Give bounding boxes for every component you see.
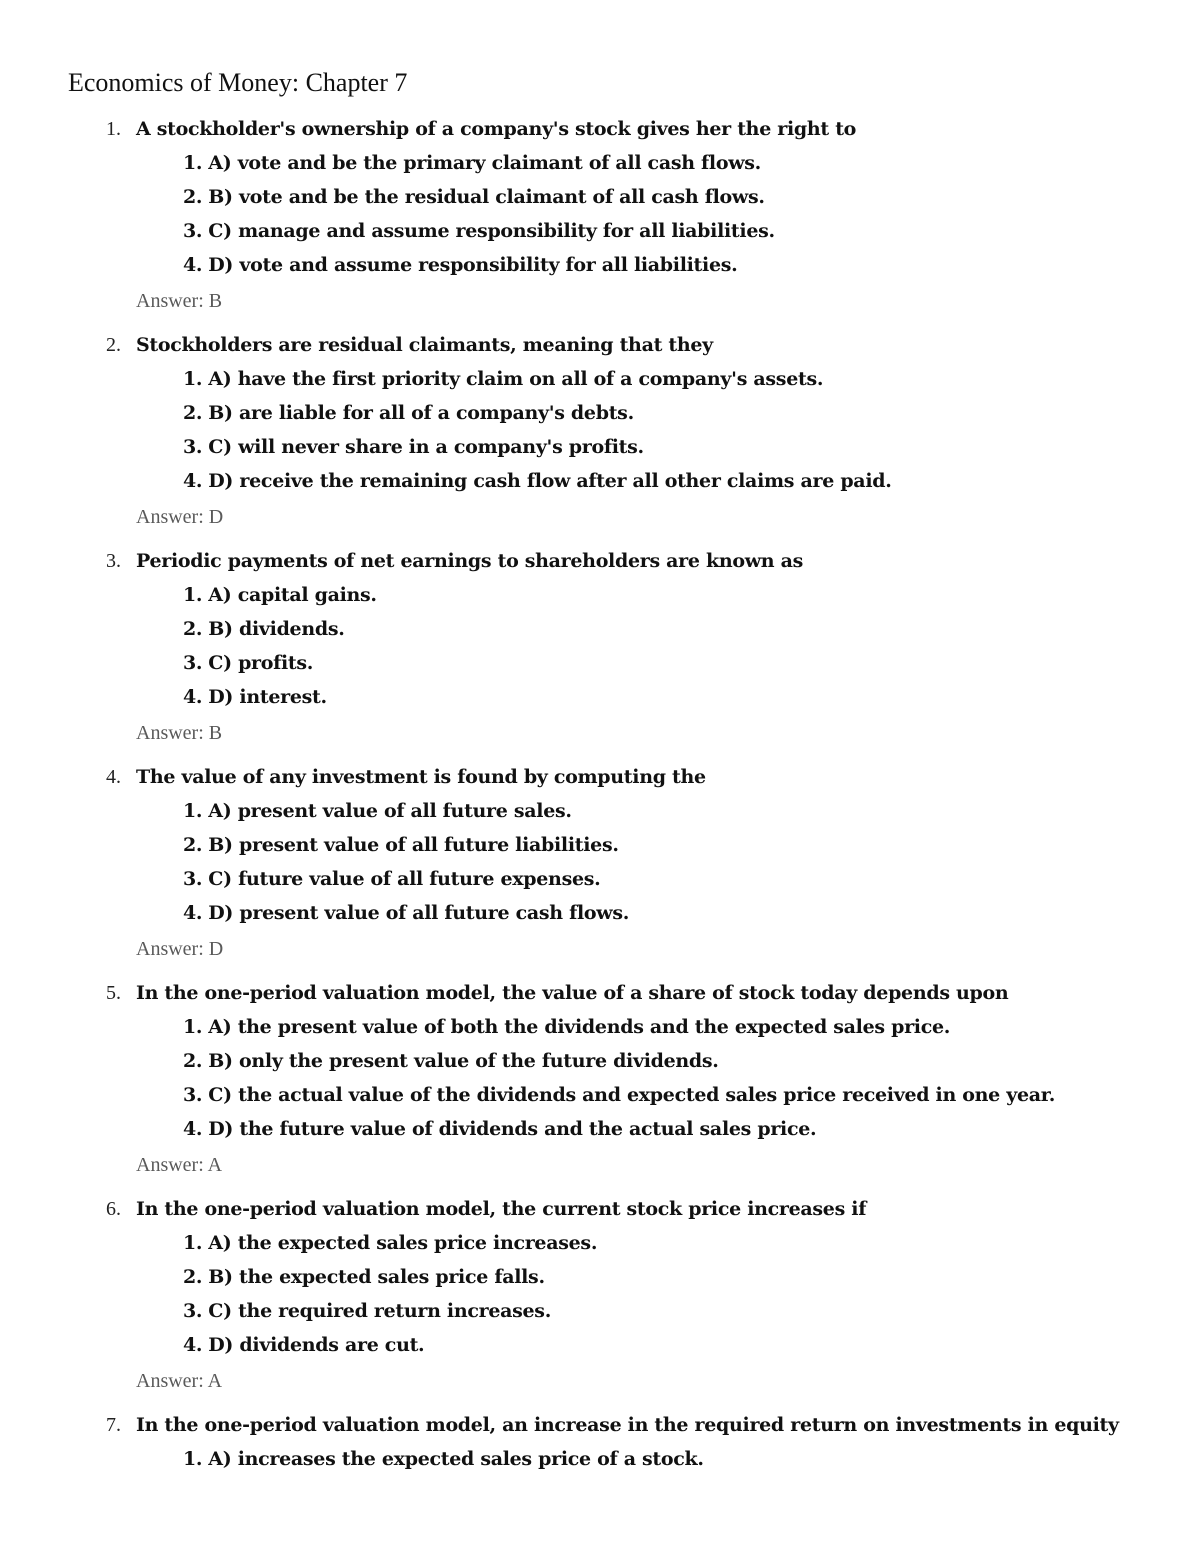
option-text: C) profits. <box>208 652 314 674</box>
answer-option <box>183 650 313 676</box>
answer-option <box>183 798 572 824</box>
option-text: A) increases the expected sales price of a stock. <box>208 1448 704 1470</box>
answer-option <box>183 900 629 926</box>
question-text: In the one-period valuation model, an increase in the required return on investments in equity <box>136 1414 1119 1436</box>
option-text: C) manage and assume responsibility for all liabilities. <box>208 220 775 242</box>
answer-option <box>183 616 345 642</box>
answer-option <box>183 1014 950 1040</box>
answer-key: Answer: A <box>136 1154 223 1176</box>
option-text: A) have the first priority claim on all of a company's assets. <box>208 368 824 390</box>
question-text: A stockholder's ownership of a company's stock gives her the right to <box>136 118 857 140</box>
answer-key: Answer: B <box>136 290 223 312</box>
question-number: 1. <box>106 118 121 140</box>
question-text: The value of any investment is found by computing the <box>136 766 706 788</box>
answer-option <box>183 1082 1055 1108</box>
answer-option <box>183 434 644 460</box>
answer-option <box>183 366 823 392</box>
answer-option <box>183 1116 816 1142</box>
option-number: 4. <box>183 1334 203 1356</box>
answer-key: Answer: B <box>136 722 223 744</box>
document-title: Economics of Money: Chapter 7 <box>68 68 408 97</box>
option-number: 2. <box>183 1050 203 1072</box>
option-number: 2. <box>183 186 203 208</box>
option-text: A) present value of all future sales. <box>208 800 572 822</box>
option-number: 3. <box>183 652 203 674</box>
question-number: 7. <box>106 1414 121 1436</box>
option-text: C) the required return increases. <box>208 1300 552 1322</box>
question-text: In the one-period valuation model, the current stock price increases if <box>136 1198 867 1220</box>
answer-option <box>183 1230 597 1256</box>
answer-option <box>183 866 600 892</box>
option-text: D) present value of all future cash flows. <box>208 902 630 924</box>
answer-option <box>183 218 775 244</box>
question-text: Periodic payments of net earnings to shareholders are known as <box>136 550 804 572</box>
option-number: 2. <box>183 618 203 640</box>
answer-option <box>183 1446 704 1472</box>
answer-option <box>183 582 377 608</box>
option-number: 4. <box>183 1118 203 1140</box>
question-text: In the one-period valuation model, the value of a share of stock today depends upon <box>136 982 1009 1004</box>
option-text: B) present value of all future liabilities. <box>208 834 619 856</box>
option-text: A) capital gains. <box>208 584 377 606</box>
option-text: D) the future value of dividends and the actual sales price. <box>208 1118 817 1140</box>
option-number: 1. <box>183 1016 203 1038</box>
answer-option <box>183 252 737 278</box>
answer-option <box>183 184 765 210</box>
option-text: D) receive the remaining cash flow after all other claims are paid. <box>208 470 892 492</box>
option-number: 2. <box>183 1266 203 1288</box>
option-text: D) vote and assume responsibility for all liabilities. <box>208 254 738 276</box>
option-text: D) dividends are cut. <box>208 1334 425 1356</box>
option-text: B) dividends. <box>208 618 345 640</box>
answer-option <box>183 1264 545 1290</box>
answer-option <box>183 468 892 494</box>
option-number: 3. <box>183 1084 203 1106</box>
answer-option <box>183 832 619 858</box>
option-text: B) are liable for all of a company's debts. <box>208 402 634 424</box>
option-text: A) the present value of both the dividends and the expected sales price. <box>208 1016 951 1038</box>
answer-option <box>183 400 634 426</box>
option-number: 1. <box>183 584 203 606</box>
option-number: 2. <box>183 402 203 424</box>
option-text: D) interest. <box>208 686 327 708</box>
option-number: 3. <box>183 868 203 890</box>
answer-option <box>183 1048 719 1074</box>
option-number: 2. <box>183 834 203 856</box>
option-number: 1. <box>183 800 203 822</box>
question-number: 4. <box>106 766 121 788</box>
answer-key: Answer: D <box>136 506 224 528</box>
option-number: 4. <box>183 254 203 276</box>
question-number: 3. <box>106 550 121 572</box>
option-number: 4. <box>183 470 203 492</box>
option-number: 1. <box>183 152 203 174</box>
answer-option <box>183 1332 424 1358</box>
option-number: 4. <box>183 902 203 924</box>
option-text: B) the expected sales price falls. <box>208 1266 545 1288</box>
answer-key: Answer: D <box>136 938 224 960</box>
answer-option <box>183 150 761 176</box>
option-number: 1. <box>183 368 203 390</box>
question-text: Stockholders are residual claimants, meaning that they <box>136 334 713 356</box>
option-number: 3. <box>183 436 203 458</box>
option-text: B) vote and be the residual claimant of all cash flows. <box>208 186 765 208</box>
answer-option <box>183 684 327 710</box>
option-text: C) will never share in a company's profits. <box>208 436 644 458</box>
answer-key: Answer: A <box>136 1370 223 1392</box>
option-number: 4. <box>183 686 203 708</box>
option-text: A) the expected sales price increases. <box>208 1232 598 1254</box>
option-text: A) vote and be the primary claimant of all cash flows. <box>208 152 761 174</box>
answer-option <box>183 1298 551 1324</box>
option-number: 1. <box>183 1232 203 1254</box>
option-number: 3. <box>183 220 203 242</box>
option-number: 1. <box>183 1448 203 1470</box>
question-number: 2. <box>106 334 121 356</box>
option-text: B) only the present value of the future dividends. <box>208 1050 719 1072</box>
option-text: C) future value of all future expenses. <box>208 868 601 890</box>
option-number: 3. <box>183 1300 203 1322</box>
question-number: 6. <box>106 1198 121 1220</box>
question-number: 5. <box>106 982 121 1004</box>
option-text: C) the actual value of the dividends and expected sales price received in one year. <box>208 1084 1056 1106</box>
